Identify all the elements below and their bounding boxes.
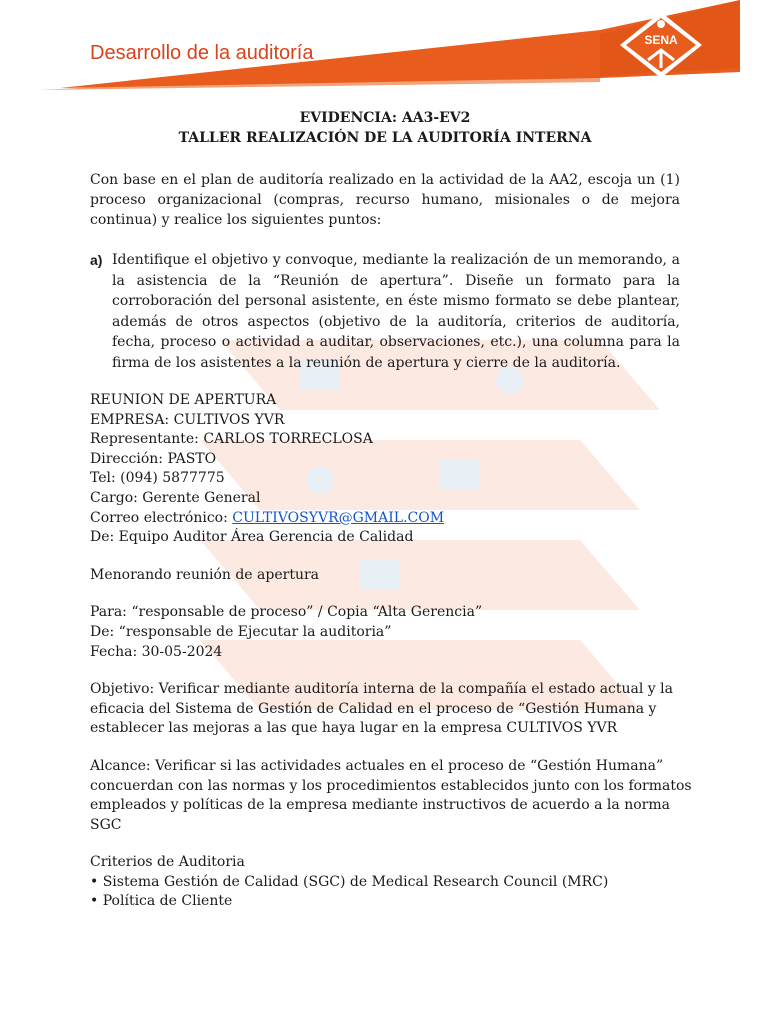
objective-block: [90, 680, 680, 739]
objective-line: establecer las mejoras a las que haya lugar en la empresa CULTIVOS YVR: [90, 720, 618, 737]
sena-logo: [618, 10, 704, 80]
criteria-title: Criterios de Auditoria: [90, 854, 245, 871]
memo-from: De: “responsable de Ejecutar la auditoria”: [90, 623, 392, 640]
scope-line: empleados y políticas de la empresa mediante instructivos de acuerdo a la norma: [90, 797, 670, 814]
email-label: Correo electrónico:: [90, 509, 233, 526]
memo-title-block: [90, 566, 680, 586]
list-item-text: Identifique el objetivo y convoque, mediante la realización de un memorando, a la asistencia de la “Reunión de apertura”. Diseñe un formato para la corroboración del personal asistente, en éste mismo formato se debe plantear, además de otros aspectos (objetivo de la auditoría, criterios de auditoría, fecha, proceso o actividad a auditar, observaciones, etc.), una columna para la firma de los asistentes a la reunión de apertura y cierre de la auditoría.: [112, 252, 680, 371]
company-from: De: Equipo Auditor Área Gerencia de Calidad: [90, 529, 414, 546]
intro-paragraph: Con base en el plan de auditoría realizado en la actividad de la AA2, escoja un (1) proceso organizacional (compras, recurso humano, misionales o de mejora continua) y realice los siguientes puntos:: [90, 172, 680, 228]
objective-line: Objetivo: Verificar mediante auditoría interna de la compañía el estado actual y la: [90, 681, 673, 698]
list-marker: a): [90, 252, 103, 268]
memo-date: Fecha: 30-05-2024: [90, 643, 223, 660]
memo-to: Para: “responsable de proceso” / Copia “Alta Gerencia”: [90, 604, 483, 621]
workshop-title: TALLER REALIZACIÓN DE LA AUDITORÍA INTERNA: [178, 130, 592, 146]
logo-text: SENA: [644, 33, 678, 47]
company-position: Cargo: Gerente General: [90, 489, 261, 506]
page-header: [0, 0, 768, 100]
company-info: [90, 391, 680, 548]
scope-line: SGC: [90, 816, 122, 833]
company-email-row: [90, 509, 680, 529]
criteria-item: • Sistema Gestión de Calidad (SGC) de Medical Research Council (MRC): [90, 873, 609, 890]
criteria-item: • Política de Cliente: [90, 893, 233, 910]
scope-line: Alcance: Verificar si las actividades actuales en el proceso de “Gestión Humana”: [90, 757, 664, 774]
header-title: Desarrollo de la auditoría: [90, 42, 314, 64]
company-representative: Representante: CARLOS TORRECLOSA: [90, 431, 373, 448]
objective-line: eficacia del Sistema de Gestión de Calidad en el proceso de “Gestión Humana y: [90, 700, 657, 717]
memo-block: [90, 603, 680, 662]
scope-line: concuerdan con las normas y los procedimientos establecidos junto con los formatos: [90, 777, 692, 794]
scope-block: [90, 757, 692, 835]
company-name: EMPRESA: CULTIVOS YVR: [90, 411, 285, 428]
criteria-block: [90, 853, 680, 912]
company-phone: Tel: (094) 5877775: [90, 470, 225, 487]
meeting-heading: REUNION DE APERTURA: [90, 392, 277, 408]
evidence-title: EVIDENCIA: AA3-EV2: [299, 110, 471, 126]
document-body: [90, 108, 692, 912]
list-item-a: [90, 250, 680, 373]
company-address: Dirección: PASTO: [90, 450, 217, 467]
memo-title: Menorando reunión de apertura: [90, 566, 320, 583]
email-link[interactable]: CULTIVOSYVR@GMAIL.COM: [232, 509, 445, 526]
